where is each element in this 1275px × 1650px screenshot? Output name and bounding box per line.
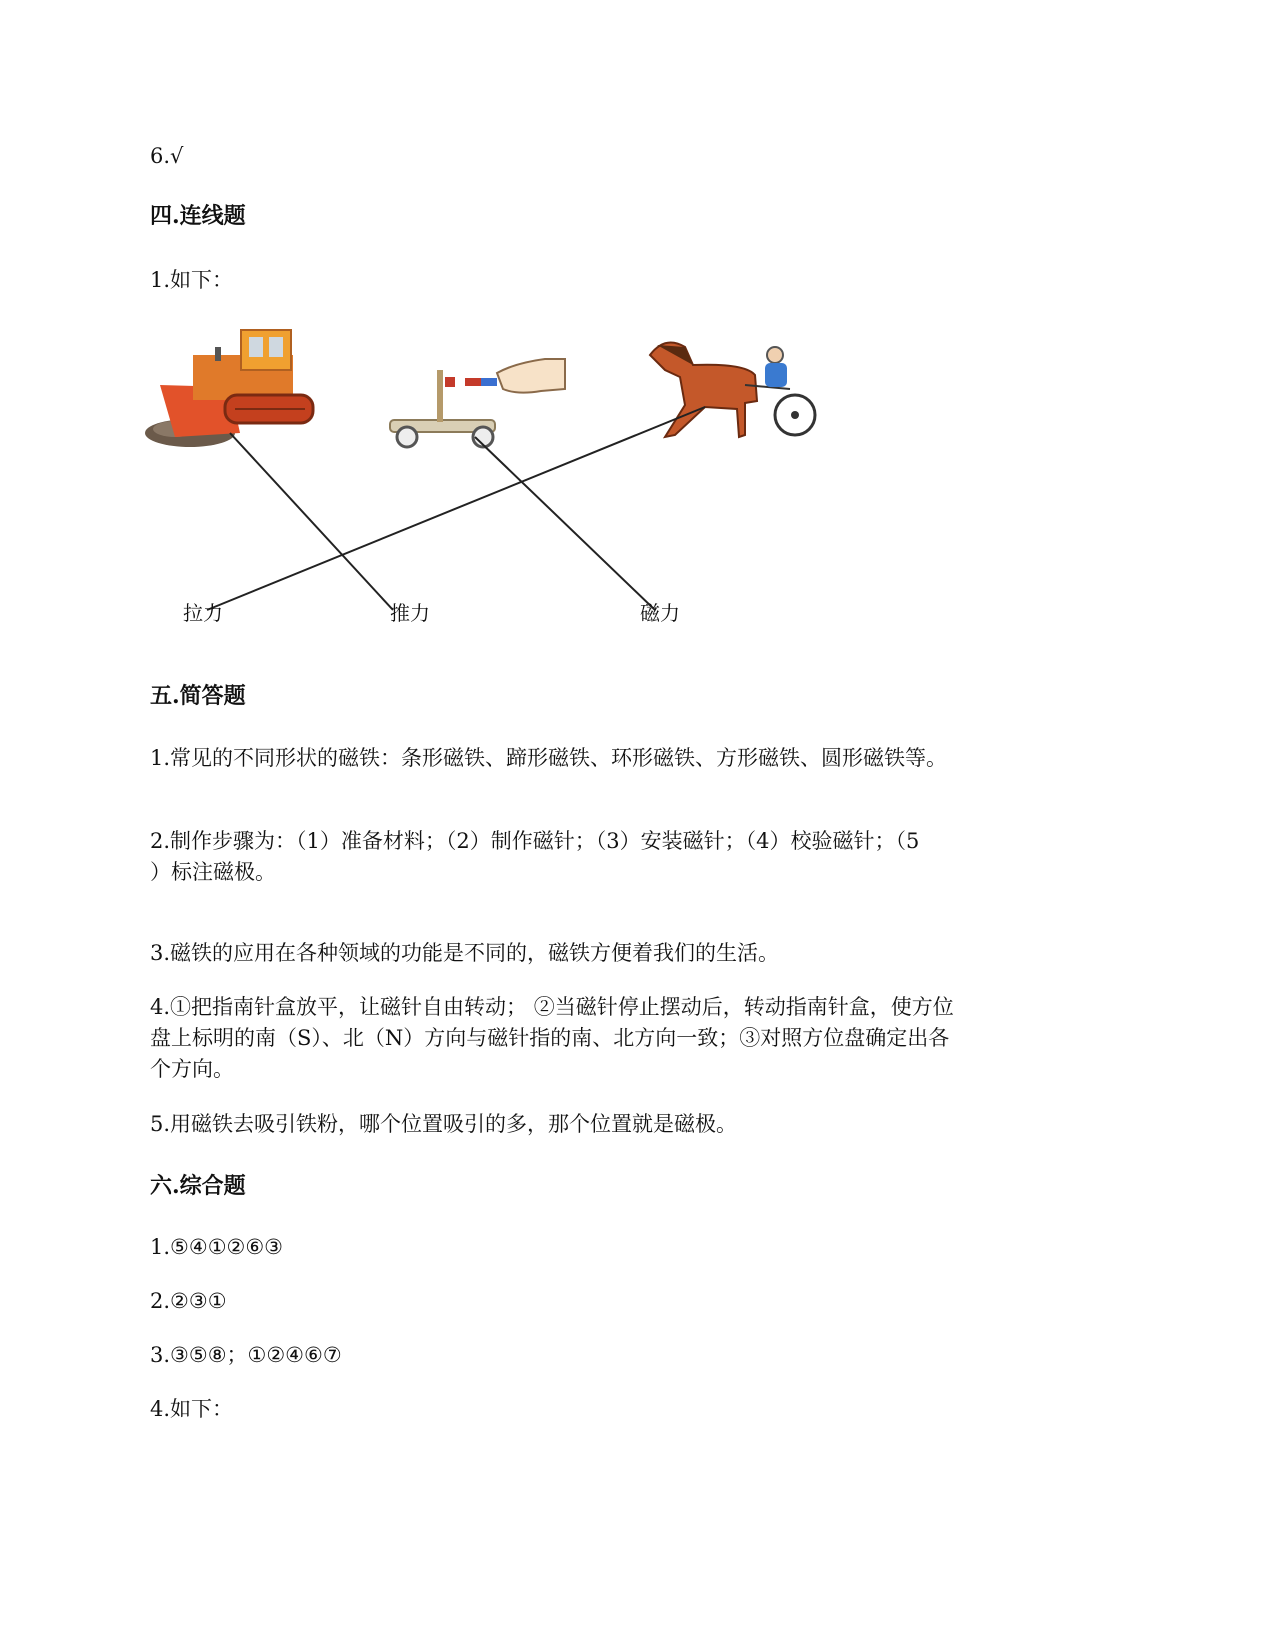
label-push: 推力 xyxy=(390,601,430,625)
answer-5-4-line1: 4.①把指南针盒放平，让磁针自由转动； ②当磁针停止摆动后，转动指南针盒，使方位 xyxy=(150,995,954,1019)
section-4-heading: 四.连线题 xyxy=(150,203,246,229)
line-horse-to-pull xyxy=(207,407,705,610)
answer-5-1: 1.常见的不同形状的磁铁：条形磁铁、蹄形磁铁、环形磁铁、方形磁铁、圆形磁铁等。 xyxy=(150,746,948,770)
answer-5-5: 5.用磁铁去吸引铁粉，哪个位置吸引的多，那个位置就是磁极。 xyxy=(150,1112,738,1136)
answer-5-4-line2: 盘上标明的南（S）、北（N）方向与磁针指的南、北方向一致；③对照方位盘确定出各 xyxy=(150,1026,950,1050)
answer-5-4-line3: 个方向。 xyxy=(150,1057,234,1081)
label-pull: 拉力 xyxy=(183,601,223,625)
answer-3-6: 6.√ xyxy=(150,144,184,168)
answer-6-1: 1.⑤④①②⑥③ xyxy=(150,1235,283,1259)
answer-6-2: 2.②③① xyxy=(150,1289,227,1313)
answer-5-2-line2: ）标注磁极。 xyxy=(150,860,276,884)
section-5-heading: 五.简答题 xyxy=(150,683,246,709)
magnet-cart-image xyxy=(390,359,565,447)
section-6-heading: 六.综合题 xyxy=(150,1173,246,1199)
label-magnetic: 磁力 xyxy=(640,601,680,625)
matching-lines xyxy=(207,407,705,610)
answer-6-4: 4.如下： xyxy=(150,1397,234,1421)
answer-4-1: 1.如下： xyxy=(150,268,234,292)
matching-figure xyxy=(145,325,865,670)
answer-6-3: 3.③⑤⑧；①②④⑥⑦ xyxy=(150,1343,342,1367)
answer-5-3: 3.磁铁的应用在各种领域的功能是不同的，磁铁方便着我们的生活。 xyxy=(150,941,780,965)
answer-5-2-line1: 2.制作步骤为：（1）准备材料；（2）制作磁针；（3）安装磁针；（4）校验磁针；（5 xyxy=(150,829,920,853)
horse-cart-image xyxy=(650,343,815,438)
bulldozer-image xyxy=(145,330,313,447)
line-bulldozer-to-push xyxy=(230,433,393,610)
line-cart-to-magnetic xyxy=(475,437,655,610)
